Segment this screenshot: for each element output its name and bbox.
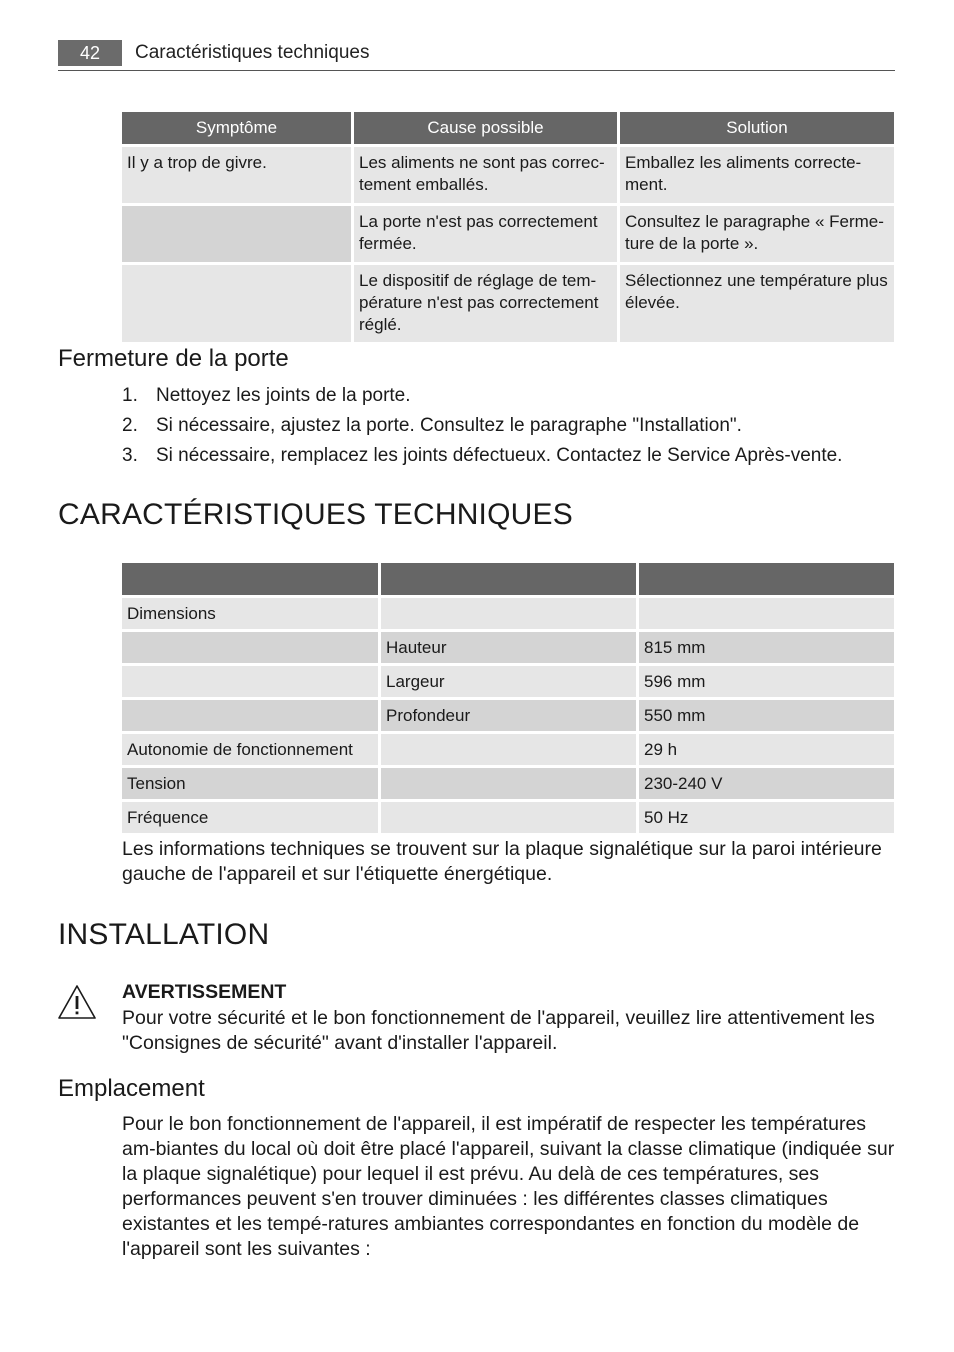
table-row [122,768,894,799]
placement-text: Pour le bon fonctionnement de l'appareil, il est impératif de respecter les températures am-biantes du local où doit être placé l'appareil, suivant la classe climatique (indiquée sur la plaque signalétique) pour lequel il est prévu. Au delà de ces températures, ses performances peuvent s'en trouver diminuées : les différentes classes climatiques existantes et les tempé-ratures ambiantes correspondantes en fonction du modèle de l'appareil sont les suivantes : [122,1113,895,1260]
symptom-cell [122,265,351,342]
spec-sub: Hauteur [381,632,636,663]
installation-heading: INSTALLATION [58,918,270,951]
column-header-blank [381,563,636,595]
cause-cell: Le dispositif de réglage de tem-pérature n'est pas correctement réglé. [354,265,617,342]
table-row [122,734,894,765]
spec-label: Autonomie de fonctionnement [122,734,378,765]
troubleshooting-table [119,109,897,345]
table-row [122,700,894,731]
step-text: Si nécessaire, ajustez la porte. Consultez le paragraphe "Installation". [156,415,742,436]
tech-specs-table [119,560,897,836]
table-row [122,206,894,262]
running-header: Caractéristiques techniques [135,42,370,63]
column-header-solution: Solution [620,112,894,144]
spec-sub [381,598,636,629]
tech-specs-heading: CARACTÉRISTIQUES TECHNIQUES [58,498,573,531]
step-text: Nettoyez les joints de la porte. [156,385,411,406]
spec-label: Dimensions [122,598,378,629]
table-row [122,265,894,342]
cause-cell: La porte n'est pas correctement fermée. [354,206,617,262]
symptom-cell: Il y a trop de givre. [122,147,351,203]
spec-value: 596 mm [639,666,894,697]
spec-sub [381,802,636,833]
spec-label [122,632,378,663]
spec-label: Tension [122,768,378,799]
spec-label [122,700,378,731]
table-row [122,147,894,203]
spec-value: 230-240 V [639,768,894,799]
solution-cell: Emballez les aliments correcte-ment. [620,147,894,203]
spec-label: Fréquence [122,802,378,833]
spec-sub: Profondeur [381,700,636,731]
cause-cell: Les aliments ne sont pas correc-tement emballés. [354,147,617,203]
spec-value [639,598,894,629]
solution-cell: Consultez le paragraphe « Ferme-ture de la porte ». [620,206,894,262]
table-row [122,802,894,833]
column-header-cause: Cause possible [354,112,617,144]
door-closing-steps [122,382,902,472]
list-item [122,412,902,442]
tech-specs-note: Les informations techniques se trouvent sur la plaque signalétique sur la paroi intérieure gauche de l'appareil et sur l'étiquette énergétique. [122,838,882,885]
spec-value: 29 h [639,734,894,765]
column-header-symptom: Symptôme [122,112,351,144]
spec-value: 550 mm [639,700,894,731]
warning-text: Pour votre sécurité et le bon fonctionnement de l'appareil, veuillez lire attentivement les "Consignes de sécurité" avant d'installer l'appareil. [122,1007,875,1054]
page-number: 42 [58,40,122,66]
step-number: 2. [122,415,138,436]
spec-sub: Largeur [381,666,636,697]
column-header-blank [122,563,378,595]
spec-value: 50 Hz [639,802,894,833]
solution-cell: Sélectionnez une température plus élevée. [620,265,894,342]
header-rule [58,70,895,71]
table-row [122,632,894,663]
symptom-cell [122,206,351,262]
list-item [122,442,902,472]
table-row [122,666,894,697]
table-row [122,598,894,629]
spec-sub [381,734,636,765]
placement-heading: Emplacement [58,1075,205,1102]
step-text: Si nécessaire, remplacez les joints défectueux. Contactez le Service Après-vente. [156,445,843,466]
spec-sub [381,768,636,799]
door-closing-heading: Fermeture de la porte [58,345,289,372]
column-header-blank [639,563,894,595]
step-number: 1. [122,385,138,406]
step-number: 3. [122,445,138,466]
list-item [122,382,902,412]
warning-title: AVERTISSEMENT [122,981,287,1003]
spec-label [122,666,378,697]
warning-triangle-icon [56,983,98,1021]
spec-value: 815 mm [639,632,894,663]
